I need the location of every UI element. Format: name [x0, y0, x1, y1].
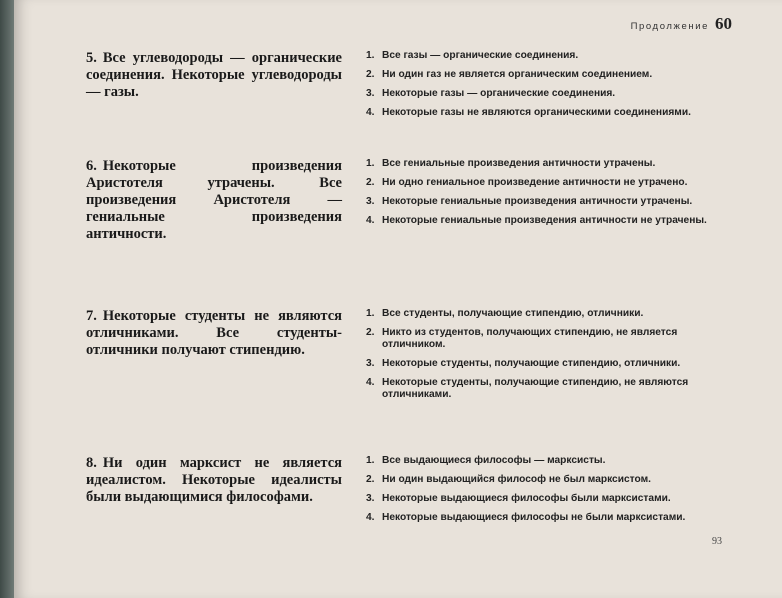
option-text: Некоторые выдающиеся философы не были марксистами.	[382, 512, 686, 523]
option-number: 4.	[366, 215, 375, 226]
option-text: Некоторые студенты, получающие стипендию, не являются отличниками.	[382, 377, 689, 400]
table-number: 60	[715, 14, 732, 33]
option-number: 2.	[366, 69, 375, 80]
option	[366, 215, 736, 227]
option-text: Некоторые гениальные произведения античности не утрачены.	[382, 215, 707, 226]
premise-text: Некоторые студенты не являются отличниками. Все студенты-отличники получают стипендию.	[86, 308, 342, 358]
option-text: Никто из студентов, получающих стипендию, не является отличником.	[382, 327, 678, 350]
option-number: 3.	[366, 88, 375, 99]
option-number: 4.	[366, 512, 375, 523]
option-number: 3.	[366, 196, 375, 207]
option	[366, 455, 736, 467]
answer-options	[366, 308, 736, 408]
option-text: Некоторые студенты, получающие стипендию, отличники.	[382, 358, 681, 369]
option-number: 4.	[366, 377, 375, 388]
exercise-number: 7.	[86, 308, 97, 324]
option-text: Все гениальные произведения античности утрачены.	[382, 158, 656, 169]
option-number: 3.	[366, 358, 375, 369]
option	[366, 177, 736, 189]
premise-text: Все углеводороды — органические соединения. Некоторые углеводороды — газы.	[86, 50, 342, 100]
option-text: Некоторые газы — органические соединения.	[382, 88, 616, 99]
option-number: 2.	[366, 474, 375, 485]
premise	[86, 308, 342, 359]
exercise-number: 6.	[86, 158, 97, 174]
option	[366, 88, 736, 100]
option	[366, 512, 736, 524]
option-text: Некоторые гениальные произведения античности утрачены.	[382, 196, 693, 207]
exercise-number: 8.	[86, 455, 97, 471]
option-text: Некоторые выдающиеся философы были марксистами.	[382, 493, 671, 504]
option	[366, 327, 736, 351]
option-text: Все студенты, получающие стипендию, отличники.	[382, 308, 644, 319]
book-page	[14, 0, 782, 598]
option-number: 1.	[366, 308, 375, 319]
premise	[86, 50, 342, 101]
answer-options	[366, 158, 736, 234]
option	[366, 158, 736, 170]
option	[366, 308, 736, 320]
continuation-label: Продолжение	[630, 21, 709, 32]
option	[366, 107, 736, 119]
option-text: Некоторые газы не являются органическими соединениями.	[382, 107, 691, 118]
option	[366, 358, 736, 370]
option-text: Ни одно гениальное произведение античности не утрачено.	[382, 177, 688, 188]
option-text: Все выдающиеся философы — марксисты.	[382, 455, 606, 466]
option-number: 1.	[366, 158, 375, 169]
exercise-number: 5.	[86, 50, 97, 66]
book-spine-edge	[0, 0, 14, 598]
option-text: Ни один выдающийся философ не был марксистом.	[382, 474, 651, 485]
option-text: Ни один газ не является органическим соединением.	[382, 69, 653, 80]
option-text: Все газы — органические соединения.	[382, 50, 579, 61]
premise-text: Некоторые произведения Аристотеля утрачены. Все произведения Аристотеля — гениальные произведения античности.	[86, 158, 342, 242]
option-number: 1.	[366, 455, 375, 466]
option-number: 1.	[366, 50, 375, 61]
option	[366, 196, 736, 208]
answer-options	[366, 50, 736, 126]
page-number: 93	[712, 536, 722, 547]
option-number: 2.	[366, 327, 375, 338]
premise	[86, 158, 342, 243]
option	[366, 50, 736, 62]
option-number: 2.	[366, 177, 375, 188]
premise-text: Ни один марксист не является идеалистом. Некоторые идеалисты были выдающимися философами.	[86, 455, 342, 505]
option	[366, 69, 736, 81]
option	[366, 377, 736, 401]
option	[366, 474, 736, 486]
premise	[86, 455, 342, 506]
answer-options	[366, 455, 736, 531]
option-number: 4.	[366, 107, 375, 118]
option-number: 3.	[366, 493, 375, 504]
table-continuation-header	[631, 14, 732, 34]
option	[366, 493, 736, 505]
